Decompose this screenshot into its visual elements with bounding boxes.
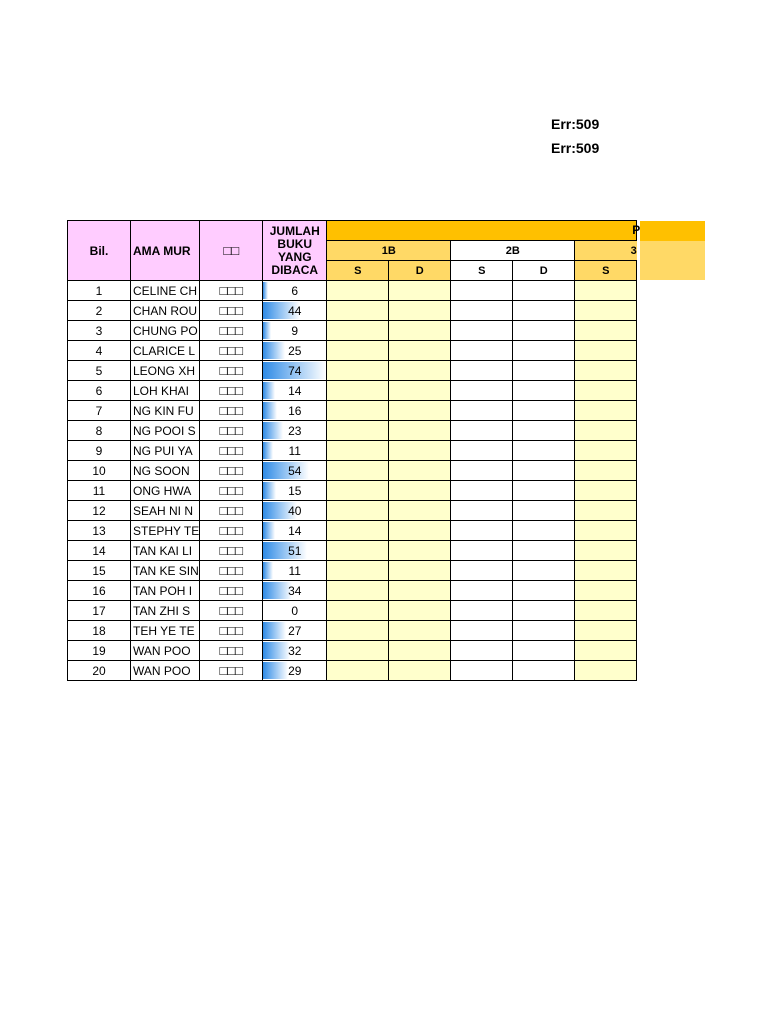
books-read-value: 32 — [288, 643, 302, 658]
books-read-cell[interactable] — [263, 421, 327, 441]
table-row — [68, 521, 637, 541]
student-name[interactable]: CELINE CH — [131, 281, 200, 301]
class-2b-d-cell[interactable] — [513, 401, 575, 421]
class-1b-d-cell[interactable] — [389, 641, 451, 661]
class-2b-s-cell[interactable] — [451, 581, 513, 601]
header-class-2b[interactable]: 2B — [451, 241, 575, 261]
books-read-databar — [263, 402, 277, 419]
books-read-cell[interactable] — [263, 641, 327, 661]
class-3-s-cell[interactable] — [575, 521, 637, 541]
chinese-name[interactable]: □□□ — [200, 341, 263, 361]
class-2b-d-cell[interactable] — [513, 641, 575, 661]
class-3-s-cell[interactable] — [575, 541, 637, 561]
table-row — [68, 541, 637, 561]
class-2b-d-cell[interactable] — [513, 541, 575, 561]
class-1b-s-cell[interactable] — [327, 541, 389, 561]
class-2b-d-cell[interactable] — [513, 321, 575, 341]
class-2b-s-cell[interactable] — [451, 601, 513, 621]
chinese-name[interactable]: □□□ — [200, 321, 263, 341]
student-name[interactable]: CHUNG PO — [131, 321, 200, 341]
class-2b-s-cell[interactable] — [451, 321, 513, 341]
header-nama[interactable]: AMA MUR — [131, 221, 200, 281]
student-name[interactable]: NG SOON — [131, 461, 200, 481]
class-3-s-cell[interactable] — [575, 661, 637, 681]
table-row — [68, 601, 637, 621]
class-2b-s-cell[interactable] — [451, 501, 513, 521]
class-1b-s-cell[interactable] — [327, 641, 389, 661]
header-jumlah-line-1: JUMLAH — [269, 223, 320, 238]
books-read-databar — [263, 482, 276, 499]
class-1b-s-cell[interactable] — [327, 461, 389, 481]
class-1b-d-cell[interactable] — [389, 561, 451, 581]
class-3-s-cell[interactable] — [575, 281, 637, 301]
header-bil[interactable]: Bil. — [68, 221, 131, 281]
books-read-value: 44 — [288, 303, 302, 318]
books-read-value: 14 — [288, 523, 302, 538]
row-number[interactable]: 7 — [68, 401, 131, 421]
table-row — [68, 281, 637, 301]
student-name[interactable]: CLARICE L — [131, 341, 200, 361]
books-read-databar — [263, 522, 275, 539]
header-jumlah-line-4: DIBACA — [271, 262, 319, 277]
table-body — [68, 281, 637, 681]
class-2b-d-cell[interactable] — [513, 341, 575, 361]
class-2b-s-cell[interactable] — [451, 281, 513, 301]
class-2b-d-cell[interactable] — [513, 661, 575, 681]
chinese-name[interactable]: □□□ — [200, 561, 263, 581]
chinese-name[interactable]: □□□ — [200, 461, 263, 481]
books-read-databar — [263, 422, 283, 439]
student-name[interactable]: TAN ZHI S — [131, 601, 200, 621]
class-3-s-cell[interactable] — [575, 461, 637, 481]
books-read-cell[interactable] — [263, 381, 327, 401]
class-1b-s-cell[interactable] — [327, 481, 389, 501]
header-sub-d-2[interactable]: D — [513, 261, 575, 281]
class-2b-s-cell[interactable] — [451, 301, 513, 321]
class-2b-d-cell[interactable] — [513, 381, 575, 401]
books-read-value: 14 — [288, 383, 302, 398]
row-number[interactable]: 5 — [68, 361, 131, 381]
class-1b-d-cell[interactable] — [389, 601, 451, 621]
books-read-cell[interactable] — [263, 361, 327, 381]
header-sub-s-2[interactable]: S — [451, 261, 513, 281]
books-read-databar — [263, 462, 309, 479]
class-1b-d-cell[interactable] — [389, 321, 451, 341]
class-1b-d-cell[interactable] — [389, 661, 451, 681]
row-number[interactable]: 8 — [68, 421, 131, 441]
class-3-s-cell[interactable] — [575, 601, 637, 621]
class-1b-d-cell[interactable] — [389, 621, 451, 641]
table-row — [68, 381, 637, 401]
table-row — [68, 321, 637, 341]
class-1b-d-cell[interactable] — [389, 501, 451, 521]
table-row — [68, 341, 637, 361]
student-name[interactable]: NG POOI S — [131, 421, 200, 441]
chinese-name[interactable]: □□□ — [200, 421, 263, 441]
chinese-name[interactable]: □□□ — [200, 581, 263, 601]
row-number[interactable]: 14 — [68, 541, 131, 561]
table-row — [68, 641, 637, 661]
class-1b-d-cell[interactable] — [389, 441, 451, 461]
table-row — [68, 301, 637, 321]
books-read-databar — [263, 322, 271, 339]
row-number[interactable]: 18 — [68, 621, 131, 641]
class-2b-s-cell[interactable] — [451, 461, 513, 481]
row-number[interactable]: 6 — [68, 381, 131, 401]
books-read-databar — [263, 662, 288, 679]
table-row — [68, 501, 637, 521]
chinese-name[interactable]: □□□ — [200, 381, 263, 401]
class-1b-s-cell[interactable] — [327, 601, 389, 621]
class-3-s-cell[interactable] — [575, 421, 637, 441]
header-chinese-name[interactable]: □□ — [200, 221, 263, 281]
books-read-value: 25 — [288, 343, 302, 358]
student-name[interactable]: TAN KE SIN — [131, 561, 200, 581]
class-1b-s-cell[interactable] — [327, 561, 389, 581]
class-2b-s-cell[interactable] — [451, 661, 513, 681]
row-number[interactable]: 3 — [68, 321, 131, 341]
table-row — [68, 361, 637, 381]
class-1b-d-cell[interactable] — [389, 581, 451, 601]
class-3-s-cell[interactable] — [575, 621, 637, 641]
table-row — [68, 661, 637, 681]
class-1b-s-cell[interactable] — [327, 361, 389, 381]
table-row — [68, 421, 637, 441]
student-name[interactable]: SEAH NI N — [131, 501, 200, 521]
chinese-name[interactable]: □□□ — [200, 281, 263, 301]
class-1b-s-cell[interactable] — [327, 321, 389, 341]
student-name[interactable]: NG PUI YA — [131, 441, 200, 461]
student-name[interactable]: LEONG XH — [131, 361, 200, 381]
reading-record-table — [67, 220, 641, 681]
class-2b-s-cell[interactable] — [451, 421, 513, 441]
class-2b-s-cell[interactable] — [451, 361, 513, 381]
row-number[interactable]: 13 — [68, 521, 131, 541]
row-number[interactable]: 17 — [68, 601, 131, 621]
header-jumlah-line-3: YANG — [277, 249, 312, 264]
student-name[interactable]: NG KIN FU — [131, 401, 200, 421]
class-2b-d-cell[interactable] — [513, 621, 575, 641]
books-read-databar — [263, 642, 290, 659]
row-number[interactable]: 11 — [68, 481, 131, 501]
class-1b-d-cell[interactable] — [389, 301, 451, 321]
table-row — [68, 441, 637, 461]
row-number[interactable]: 20 — [68, 661, 131, 681]
table-row — [68, 621, 637, 641]
student-name[interactable]: ONG HWA — [131, 481, 200, 501]
books-read-value: 23 — [288, 423, 302, 438]
row-number[interactable]: 9 — [68, 441, 131, 461]
class-1b-s-cell[interactable] — [327, 581, 389, 601]
books-read-cell[interactable] — [263, 621, 327, 641]
class-2b-s-cell[interactable] — [451, 541, 513, 561]
class-1b-s-cell[interactable] — [327, 301, 389, 321]
class-1b-d-cell[interactable] — [389, 421, 451, 441]
row-number[interactable]: 16 — [68, 581, 131, 601]
books-read-cell[interactable] — [263, 401, 327, 421]
class-3-s-cell[interactable] — [575, 481, 637, 501]
class-3-s-cell[interactable] — [575, 401, 637, 421]
books-read-value: 11 — [288, 563, 301, 578]
class-1b-s-cell[interactable] — [327, 401, 389, 421]
class-2b-d-cell[interactable] — [513, 581, 575, 601]
chinese-name[interactable]: □□□ — [200, 541, 263, 561]
table-row — [68, 401, 637, 421]
class-1b-d-cell[interactable] — [389, 541, 451, 561]
chinese-name[interactable]: □□□ — [200, 661, 263, 681]
books-read-databar — [263, 382, 275, 399]
books-read-databar — [263, 342, 284, 359]
class-3-s-cell[interactable] — [575, 561, 637, 581]
books-read-value: 6 — [291, 283, 299, 298]
books-read-value: 54 — [288, 463, 302, 478]
class-1b-s-cell[interactable] — [327, 381, 389, 401]
table-row — [68, 581, 637, 601]
books-read-cell[interactable] — [263, 481, 327, 501]
class-3-s-cell[interactable] — [575, 441, 637, 461]
class-2b-s-cell[interactable] — [451, 401, 513, 421]
chinese-name[interactable]: □□□ — [200, 361, 263, 381]
class-3-s-cell[interactable] — [575, 361, 637, 381]
books-read-cell[interactable] — [263, 281, 327, 301]
class-2b-s-cell[interactable] — [451, 641, 513, 661]
books-read-cell[interactable] — [263, 521, 327, 541]
books-read-value: 15 — [288, 483, 302, 498]
chinese-name[interactable]: □□□ — [200, 481, 263, 501]
books-read-cell[interactable] — [263, 341, 327, 361]
row-number[interactable]: 1 — [68, 281, 131, 301]
books-read-cell[interactable] — [263, 661, 327, 681]
student-name[interactable]: TEH YE TE — [131, 621, 200, 641]
books-read-databar — [263, 282, 268, 299]
class-3-s-cell[interactable] — [575, 301, 637, 321]
class-2b-d-cell[interactable] — [513, 301, 575, 321]
class-3-s-cell[interactable] — [575, 321, 637, 341]
class-1b-s-cell[interactable] — [327, 341, 389, 361]
books-read-cell[interactable] — [263, 601, 327, 621]
error-cell-1[interactable]: Err:509 — [551, 116, 600, 132]
books-read-value: 74 — [288, 363, 302, 378]
chinese-name[interactable]: □□□ — [200, 521, 263, 541]
class-3-s-cell[interactable] — [575, 381, 637, 401]
books-read-value: 27 — [288, 623, 302, 638]
books-read-cell[interactable] — [263, 501, 327, 521]
class-2b-s-cell[interactable] — [451, 481, 513, 501]
books-read-value: 29 — [288, 663, 302, 678]
student-name[interactable]: CHAN ROU — [131, 301, 200, 321]
chinese-name[interactable]: □□□ — [200, 301, 263, 321]
class-2b-d-cell[interactable] — [513, 561, 575, 581]
class-2b-d-cell[interactable] — [513, 601, 575, 621]
class-3-s-cell[interactable] — [575, 501, 637, 521]
class-2b-d-cell[interactable] — [513, 281, 575, 301]
row-number[interactable]: 19 — [68, 641, 131, 661]
chinese-name[interactable]: □□□ — [200, 441, 263, 461]
books-read-value: 51 — [288, 543, 302, 558]
header-jumlah[interactable] — [263, 221, 327, 281]
table-row — [68, 561, 637, 581]
books-read-cell[interactable] — [263, 321, 327, 341]
books-read-databar — [263, 442, 272, 459]
class-2b-d-cell[interactable] — [513, 501, 575, 521]
class-2b-s-cell[interactable] — [451, 621, 513, 641]
books-read-cell[interactable] — [263, 561, 327, 581]
class-1b-s-cell[interactable] — [327, 421, 389, 441]
class-2b-s-cell[interactable] — [451, 561, 513, 581]
books-read-value: 9 — [291, 323, 299, 338]
books-read-value: 40 — [288, 503, 302, 518]
row-number[interactable]: 4 — [68, 341, 131, 361]
class-1b-d-cell[interactable] — [389, 341, 451, 361]
table-row — [68, 481, 637, 501]
row-number[interactable]: 2 — [68, 301, 131, 321]
books-read-cell[interactable] — [263, 301, 327, 321]
class-3-s-cell[interactable] — [575, 581, 637, 601]
class-1b-d-cell[interactable] — [389, 461, 451, 481]
header-sub-s-1[interactable]: S — [327, 261, 389, 281]
student-name[interactable]: WAN POO — [131, 641, 200, 661]
chinese-name[interactable]: □□□ — [200, 621, 263, 641]
header-sub-d-1[interactable]: D — [389, 261, 451, 281]
books-read-value: 16 — [288, 403, 302, 418]
books-read-cell[interactable] — [263, 461, 327, 481]
row-number[interactable]: 10 — [68, 461, 131, 481]
chinese-name[interactable]: □□□ — [200, 601, 263, 621]
class-1b-d-cell[interactable] — [389, 401, 451, 421]
class-1b-d-cell[interactable] — [389, 281, 451, 301]
header-class-1b[interactable]: 1B — [327, 241, 451, 261]
class-1b-d-cell[interactable] — [389, 381, 451, 401]
student-name[interactable]: STEPHY TE — [131, 521, 200, 541]
class-2b-s-cell[interactable] — [451, 521, 513, 541]
class-1b-s-cell[interactable] — [327, 501, 389, 521]
books-read-value: 0 — [291, 603, 299, 618]
class-header-overflow — [640, 241, 705, 280]
header-jumlah-line-2: BUKU — [277, 236, 313, 251]
student-name[interactable]: LOH KHAI — [131, 381, 200, 401]
books-read-value: 34 — [288, 583, 302, 598]
chinese-name[interactable]: □□□ — [200, 641, 263, 661]
class-1b-s-cell[interactable] — [327, 661, 389, 681]
student-name[interactable]: TAN KAI LI — [131, 541, 200, 561]
books-read-cell[interactable] — [263, 541, 327, 561]
class-1b-s-cell[interactable] — [327, 281, 389, 301]
class-1b-d-cell[interactable] — [389, 481, 451, 501]
student-name[interactable]: WAN POO — [131, 661, 200, 681]
books-read-cell[interactable] — [263, 441, 327, 461]
header-class-3[interactable]: 3 — [575, 241, 637, 261]
class-2b-d-cell[interactable] — [513, 461, 575, 481]
class-2b-s-cell[interactable] — [451, 341, 513, 361]
class-1b-d-cell[interactable] — [389, 521, 451, 541]
class-2b-d-cell[interactable] — [513, 481, 575, 501]
class-3-s-cell[interactable] — [575, 641, 637, 661]
class-1b-d-cell[interactable] — [389, 361, 451, 381]
books-read-cell[interactable] — [263, 581, 327, 601]
books-read-databar — [263, 562, 272, 579]
class-2b-d-cell[interactable] — [513, 441, 575, 461]
class-2b-d-cell[interactable] — [513, 421, 575, 441]
class-2b-d-cell[interactable] — [513, 361, 575, 381]
books-read-value: 11 — [288, 443, 301, 458]
books-read-databar — [263, 622, 286, 639]
group-header-overflow — [640, 221, 705, 241]
header-sub-s-3[interactable]: S — [575, 261, 637, 281]
header-group[interactable] — [327, 221, 641, 241]
class-2b-s-cell[interactable] — [451, 441, 513, 461]
chinese-name[interactable]: □□□ — [200, 501, 263, 521]
class-1b-s-cell[interactable] — [327, 521, 389, 541]
row-number[interactable]: 12 — [68, 501, 131, 521]
table-row — [68, 461, 637, 481]
header-row-1 — [68, 221, 637, 241]
class-2b-d-cell[interactable] — [513, 521, 575, 541]
class-3-s-cell[interactable] — [575, 341, 637, 361]
class-1b-s-cell[interactable] — [327, 441, 389, 461]
chinese-name[interactable]: □□□ — [200, 401, 263, 421]
header-group-label: P — [632, 223, 641, 237]
error-cell-2[interactable]: Err:509 — [551, 140, 600, 156]
student-name[interactable]: TAN POH I — [131, 581, 200, 601]
class-1b-s-cell[interactable] — [327, 621, 389, 641]
row-number[interactable]: 15 — [68, 561, 131, 581]
class-2b-s-cell[interactable] — [451, 381, 513, 401]
